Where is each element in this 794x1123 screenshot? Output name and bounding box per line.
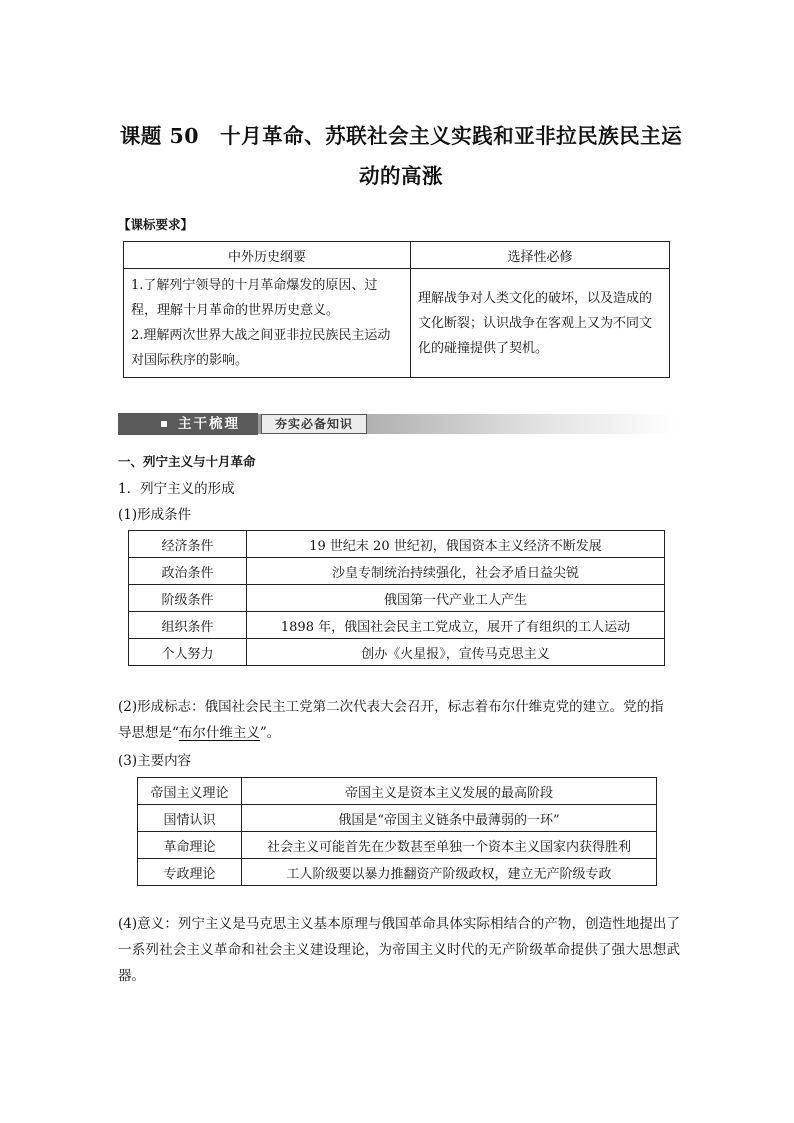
content-key: 帝国主义理论: [138, 778, 242, 805]
condition-value: 俄国第一代产业工人产生: [247, 585, 665, 612]
banner-title: 主干梳理: [178, 416, 240, 432]
conditions-table: [128, 530, 665, 666]
table-row: [138, 859, 657, 886]
content-value: 社会主义可能首先在少数甚至单独一个资本主义国家内获得胜利: [242, 832, 657, 859]
curriculum-elective-cell: 理解战争对人类文化的破坏，以及造成的文化断裂；认识战争在客观上又为不同文化的碰撞提供了契机。: [411, 269, 670, 378]
condition-value: 1898 年，俄国社会民主工党成立，展开了有组织的工人运动: [247, 612, 665, 639]
curriculum-table: [123, 241, 670, 378]
content-value: 帝国主义是资本主义发展的最高阶段: [242, 778, 657, 805]
condition-value: 创办《火星报》，宣传马克思主义: [247, 639, 665, 666]
table-row: [129, 558, 665, 585]
content-key: 国情认识: [138, 805, 242, 832]
table-row: [129, 585, 665, 612]
condition-value: 沙皇专制统治持续强化，社会矛盾日益尖锐: [247, 558, 665, 585]
curriculum-header-elective: 选择性必修: [411, 242, 670, 269]
subsection-heading: 1．列宁主义的形成: [118, 481, 235, 497]
table-row: [138, 778, 657, 805]
condition-value: 19 世纪末 20 世纪初，俄国资本主义经济不断发展: [247, 531, 665, 558]
title-line-2: 动的高涨: [359, 164, 443, 188]
formation-mark-text: ”。: [259, 725, 281, 741]
content-value: 俄国是“帝国主义链条中最薄弱的一环”: [242, 805, 657, 832]
subsection-item-contents: (3)主要内容: [118, 753, 192, 769]
curriculum-header-outline: 中外历史纲要: [124, 242, 411, 269]
table-row: [138, 805, 657, 832]
page-title: [96, 116, 706, 196]
condition-key: 政治条件: [129, 558, 247, 585]
content-value: 工人阶级要以暴力推翻资产阶级政权，建立无产阶级专政: [242, 859, 657, 886]
section-heading: 一、列宁主义与十月革命: [118, 454, 256, 469]
curriculum-outline-cell: [124, 269, 411, 378]
curriculum-item: 1.了解列宁领导的十月革命爆发的原因、过程，理解十月革命的世界历史意义。: [131, 278, 378, 318]
section-banner: [118, 412, 676, 436]
condition-key: 个人努力: [129, 639, 247, 666]
condition-key: 组织条件: [129, 612, 247, 639]
subsection-item-conditions: (1)形成条件: [118, 507, 192, 523]
table-row: [124, 269, 670, 378]
table-row: [124, 242, 670, 269]
formation-mark-text: 导思想是“: [118, 725, 179, 741]
curriculum-item: 2.理解两次世界大战之间亚非拉民族民主运动对国际秩序的影响。: [131, 328, 391, 368]
table-row: [129, 531, 665, 558]
banner-tag: 夯实必备知识: [261, 414, 367, 434]
content-key: 革命理论: [138, 832, 242, 859]
underlined-term: 布尔什维主义: [178, 725, 260, 741]
formation-mark-paragraph: [118, 694, 680, 746]
curriculum-label: 【课标要求】: [118, 217, 194, 232]
table-row: [129, 639, 665, 666]
table-row: [138, 832, 657, 859]
condition-key: 阶级条件: [129, 585, 247, 612]
significance-paragraph: (4)意义：列宁主义是马克思主义基本原理与俄国革命具体实际相结合的产物，创造性地提出了一系列社会主义革命和社会主义建设理论，为帝国主义时代的无产阶级革命提供了强大思想武器。: [118, 916, 680, 984]
contents-table: [137, 777, 657, 886]
title-line-1: 课题 50 十月革命、苏联社会主义实践和亚非拉民族民主运: [119, 124, 683, 148]
condition-key: 经济条件: [129, 531, 247, 558]
formation-mark-text: (2)形成标志：俄国社会民主工党第二次代表大会召开，标志着布尔什维克党的建立。党的指: [118, 699, 664, 715]
table-row: [129, 612, 665, 639]
content-key: 专政理论: [138, 859, 242, 886]
square-bullet-icon: [161, 421, 167, 427]
